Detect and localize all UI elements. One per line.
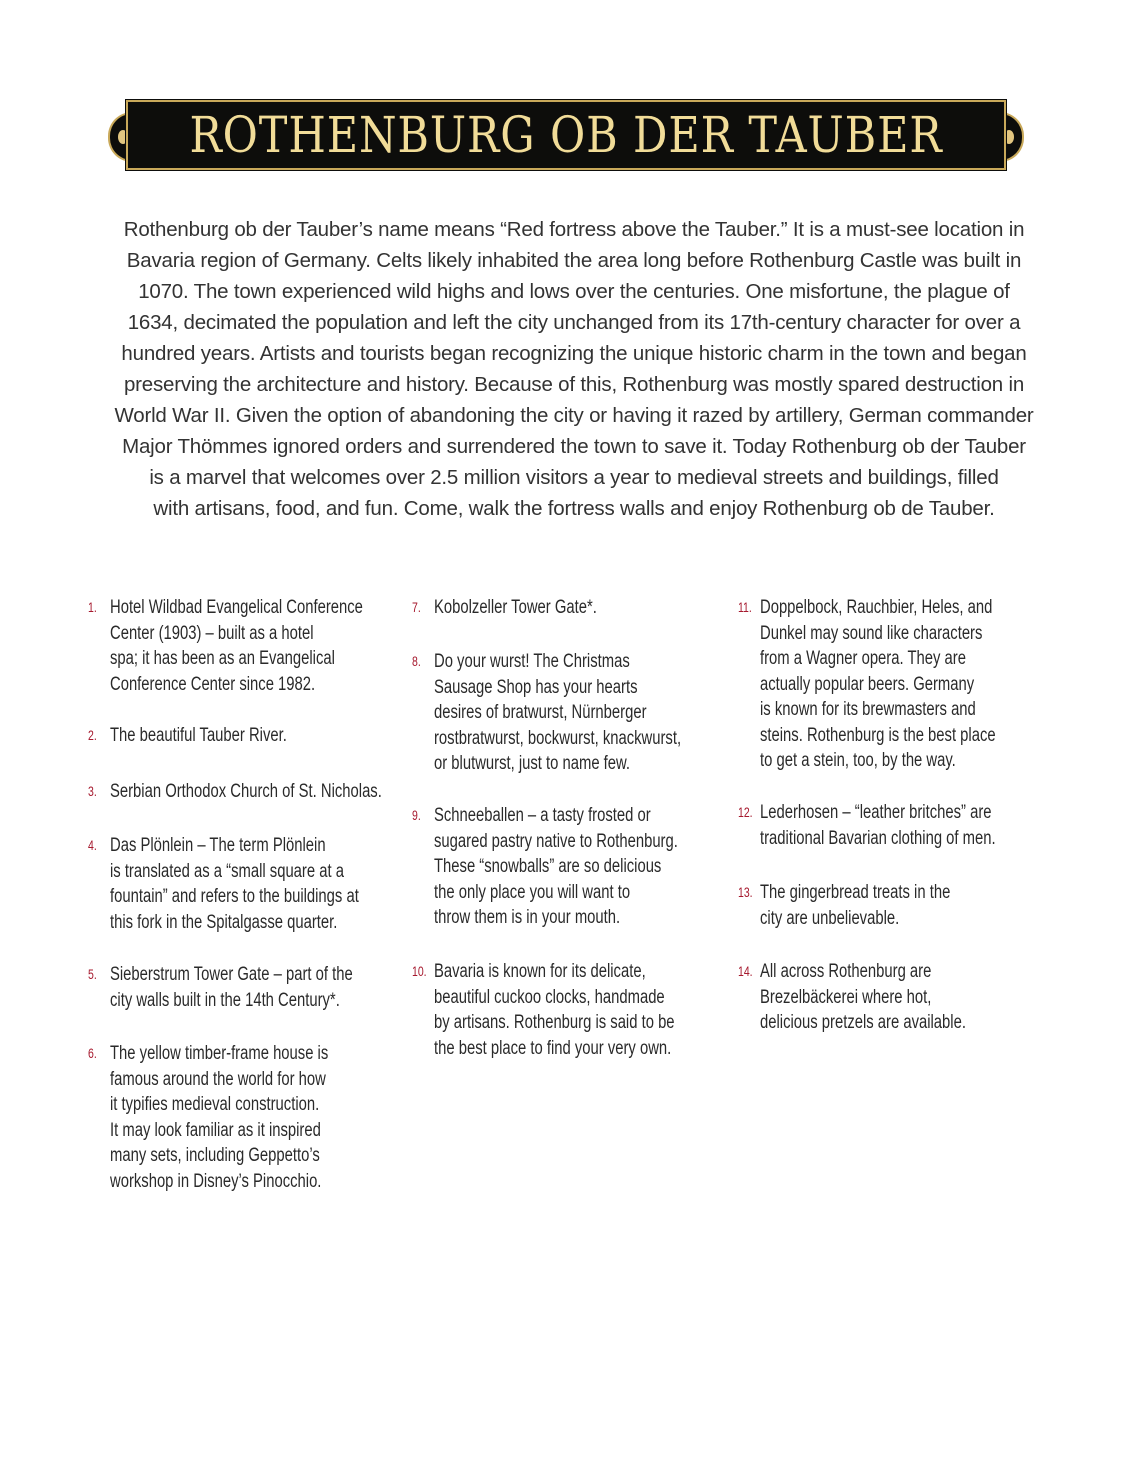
item-number: 13. <box>738 884 753 900</box>
item-number: 6. <box>88 1045 97 1061</box>
item-text: The gingerbread treats in the city are unbelievable. <box>760 882 951 929</box>
list-item <box>88 723 337 749</box>
list-item <box>412 959 732 1061</box>
item-text: Sieberstrum Tower Gate – part of the city walls built in the 14th Century*. <box>110 964 353 1011</box>
item-text: The yellow timber-frame house is famous around the world for how it typifies medieval construction. It may look familiar as it inspired many sets, including Geppetto’s workshop in Disney’s Pinocchio. <box>110 1043 329 1192</box>
list-item <box>412 803 732 931</box>
item-text: Das Plönlein – The term Plönlein is translated as a “small square at a fountain” and refers to the buildings at this fork in the Spitalgasse quarter. <box>110 835 359 933</box>
intro-line: Bavaria region of Germany. Celts likely inhabited the area long before Rothenburg Castle was built in <box>126 249 1022 272</box>
item-text: Doppelbock, Rauchbier, Heles, and Dunkel may sound like characters from a Wagner opera. They are actually popular beers. Germany is known for its brewmasters and steins. Rothenburg is the best place to get a stein, too, by the way. <box>760 597 996 771</box>
item-number: 4. <box>88 837 97 853</box>
item-text: The beautiful Tauber River. <box>110 725 287 746</box>
list-item <box>88 833 408 935</box>
intro-line: Major Thömmes ignored orders and surrendered the town to save it. Today Rothenburg ob der Tauber <box>122 435 1026 458</box>
intro-paragraph <box>55 214 1093 524</box>
item-number: 12. <box>738 804 753 820</box>
list-item <box>412 649 732 777</box>
item-number: 1. <box>88 599 97 615</box>
item-number: 2. <box>88 727 97 743</box>
intro-line: is a marvel that welcomes over 2.5 million visitors a year to medieval streets and buildings, filled <box>149 466 999 489</box>
list-item <box>88 779 408 805</box>
list-item <box>738 595 1058 774</box>
item-text: Do your wurst! The Christmas Sausage Shop has your hearts desires of bratwurst, Nürnberger rostbratwurst, bockwurst, knackwurst, or blutwurst, just to name few. <box>434 651 682 774</box>
item-text: Serbian Orthodox Church of St. Nicholas. <box>110 781 382 802</box>
item-number: 9. <box>412 807 421 823</box>
item-text: Lederhosen – “leather britches” are traditional Bavarian clothing of men. <box>760 802 996 849</box>
list-item <box>738 800 1058 851</box>
intro-line: 1070. The town experienced wild highs and lows over the centuries. One misfortune, the plague of <box>138 280 1010 303</box>
title-banner <box>108 100 1024 170</box>
list-item <box>412 595 643 621</box>
item-text: Schneeballen – a tasty frosted or sugared pastry native to Rothenburg. These “snowballs” are so delicious the only place you will want to throw them is in your mouth. <box>434 805 678 928</box>
list-item <box>88 962 408 1013</box>
item-number: 10. <box>412 963 427 979</box>
list-item <box>88 595 408 697</box>
item-text: Bavaria is known for its delicate, beautiful cuckoo clocks, handmade by artisans. Rothenburg is said to be the best place to find your very own. <box>434 961 675 1059</box>
intro-line: Rothenburg ob der Tauber’s name means “Red fortress above the Tauber.” It is a must-see location in <box>123 218 1025 241</box>
intro-line: hundred years. Artists and tourists began recognizing the unique historic charm in the town and began <box>121 342 1027 365</box>
list-item <box>738 880 1004 931</box>
item-number: 7. <box>412 599 421 615</box>
intro-line: World War II. Given the option of abandoning the city or having it razed by artillery, German commander <box>114 404 1034 427</box>
item-number: 5. <box>88 966 97 982</box>
item-number: 3. <box>88 783 97 799</box>
item-text: All across Rothenburg are Brezelbäckerei where hot, delicious pretzels are available. <box>760 961 966 1033</box>
item-text: Kobolzeller Tower Gate*. <box>434 597 597 618</box>
intro-line: with artisans, food, and fun. Come, walk the fortress walls and enjoy Rothenburg ob de Tauber. <box>153 497 995 520</box>
list-item <box>88 1041 390 1194</box>
item-number: 11. <box>738 599 752 615</box>
intro-line: preserving the architecture and history. Because of this, Rothenburg was mostly spared destruction in <box>123 373 1025 396</box>
item-number: 14. <box>738 963 753 979</box>
page-title: ROTHENBURG OB DER TAUBER <box>189 106 943 164</box>
list-item <box>738 959 1024 1036</box>
item-number: 8. <box>412 653 421 669</box>
item-text: Hotel Wildbad Evangelical Conference Center (1903) – built as a hotel spa; it has been as an Evangelical Conference Center since 1982. <box>110 597 363 695</box>
intro-line: 1634, decimated the population and left the city unchanged from its 17th-century character for over a <box>127 311 1021 334</box>
